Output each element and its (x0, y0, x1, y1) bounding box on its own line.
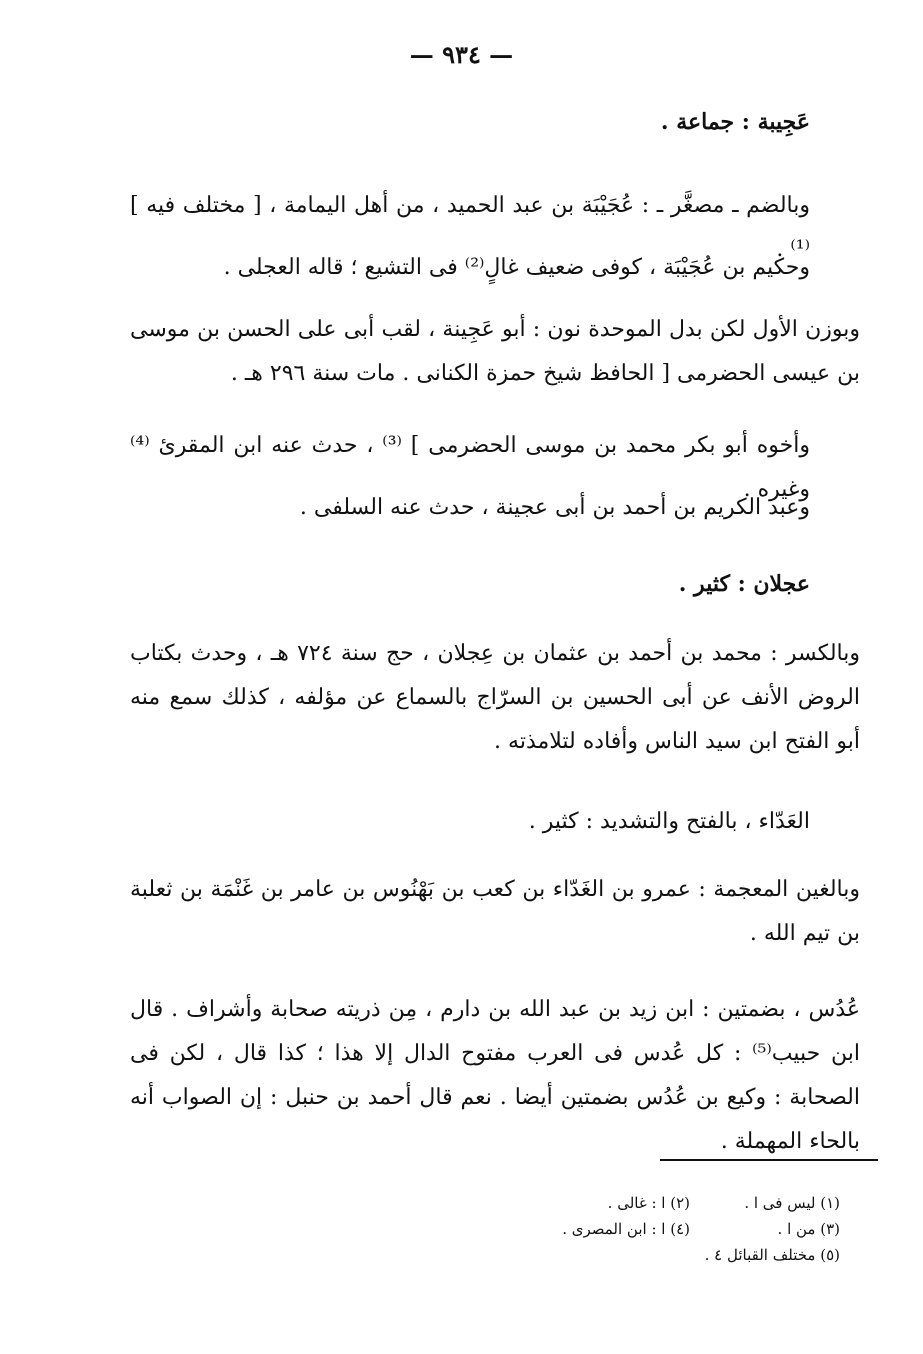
paragraph: وبوزن الأول لكن بدل الموحدة نون : أبو عَجِينة ، لقب أبى على الحسن بن موسى بن عيسى الحضرمى [ الحافظ شيخ حمزة الكنانى . مات سنة ٢٩٦ هـ . (130, 317, 860, 386)
paragraph: عُدُس ، بضمتين : ابن زيد بن عبد الله بن دارم ، مِن ذريته صحابة وأشراف . قال ابن حبيب⁽⁵⁾ : كل عُدس فى العرب مفتوح الدال إلا هذا ؛ كذا قال ، لكن فى الصحابة : وكيع بن عُدُس بضمتين أيضا . نعم قال أحمد بن حنبل : إن الصواب أنه بالحاء المهملة . (130, 997, 860, 1154)
footnote-2: (٢) ا : غالى . (607, 1194, 690, 1212)
paragraph-10-block (130, 868, 860, 956)
paragraph: عَجِيبة : جماعة . (660, 109, 810, 135)
footnote-separator (660, 1159, 878, 1161)
paragraph: وأخوه أبو بكر محمد بن موسى الحضرمى ] ⁽³⁾ ، حدث عنه ابن المقرئ ⁽⁴⁾ وغيره . (130, 433, 810, 502)
paragraph-3-block (130, 246, 810, 290)
footnote-row (440, 1216, 840, 1242)
footnote-3: (٣) من ا . (777, 1220, 840, 1238)
footnotes (440, 1190, 840, 1268)
paragraph-1-block (130, 100, 810, 144)
page-number: — ٩٣٤ — (409, 40, 514, 69)
paragraph: وعبد الكريم بن أحمد بن أبى عجينة ، حدث عنه السلفى . (299, 495, 810, 520)
footnote-row (440, 1242, 840, 1268)
paragraph: وبالغين المعجمة : عمرو بن الغَدّاء بن كعب بن بَهْنُوس بن عامر بن غَنْمَة بن ثعلبة بن تيم الله . (130, 877, 860, 946)
footnote-5: (٥) مختلف القبائل ٤ . (704, 1246, 840, 1264)
paragraph: وبالضم ـ مصغَّر ـ : عُجَيْبَة بن عبد الحميد ، من أهل اليمامة ، [ مختلف فيه ] ⁽¹⁾ . (130, 193, 810, 262)
paragraph-9-block (130, 800, 810, 844)
footnote-1: (١) ليس فى ا . (744, 1194, 840, 1212)
paragraph-8-block (130, 632, 860, 764)
paragraph-11-block (130, 988, 860, 1164)
paragraph: وحكيم بن عُجَيْبَة ، كوفى ضعيف غالٍ⁽²⁾ فى التشيع ؛ قاله العجلى . (223, 255, 810, 280)
paragraph: وبالكسر : محمد بن أحمد بن عثمان بن عِجلان ، حج سنة ٧٢٤ هـ ، وحدث بكتاب الروض الأنف عن أبى الحسين بن السرّاج بالسماع عن مؤلفه ، كذلك سمع منه أبو الفتح ابن سيد الناس وأفاده لتلامذته . (130, 641, 860, 754)
footnote-4: (٤) ا : ابن المصرى . (562, 1220, 690, 1238)
footnote-row (440, 1190, 840, 1216)
paragraph-6-block (130, 486, 810, 530)
paragraph: عجلان : كثير . (678, 571, 810, 597)
paragraph-4-block (130, 308, 860, 396)
paragraph-7-block (130, 562, 810, 606)
paragraph: العَدّاء ، بالفتح والتشديد : كثير . (528, 809, 810, 834)
